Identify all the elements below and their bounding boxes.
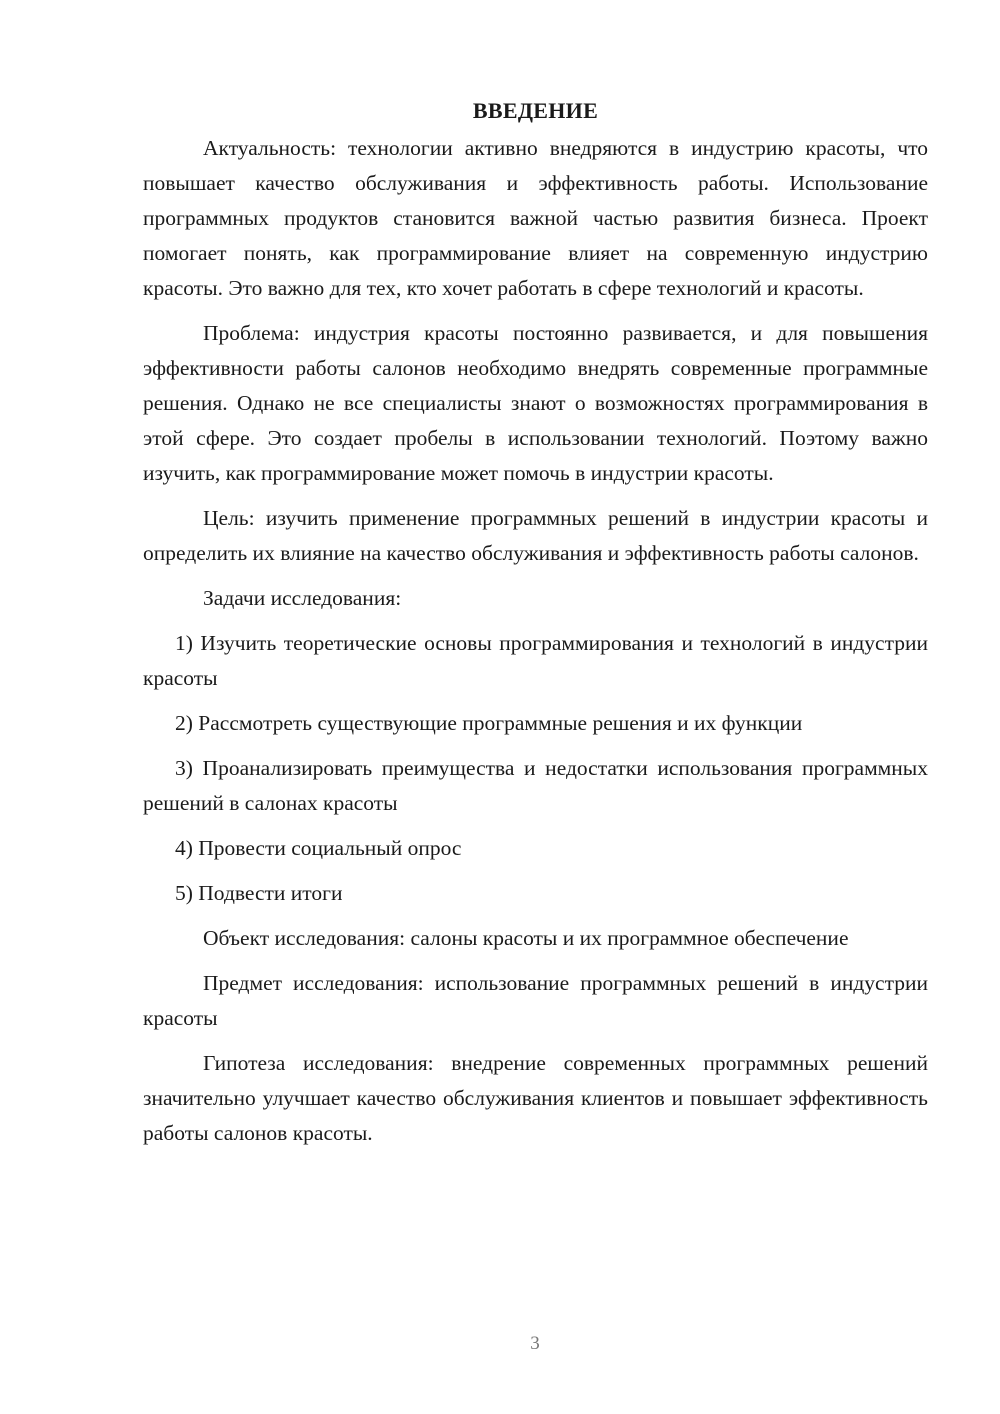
document-page: [143, 96, 928, 1161]
tasks-heading: Задачи исследования:: [203, 586, 402, 610]
problem-paragraph: Проблема: индустрия красоты постоянно развивается, и для повышения эффективности работы салонов необходимо внедрять современные программные решения. Однако не все специалисты знают о возможностях программирования в этой сфере. Это создает пробелы в использовании технологий. Поэтому важно изучить, как программирование может помочь в индустрии красоты.: [143, 321, 928, 485]
subject-paragraph: Предмет исследования: использование программных решений в индустрии красоты: [143, 971, 928, 1030]
page-number: 3: [530, 1333, 540, 1354]
task-item: 2) Рассмотреть существующие программные решения и их функции: [175, 711, 803, 735]
object-paragraph: Объект исследования: салоны красоты и их программное обеспечение: [203, 926, 849, 950]
relevance-paragraph: Актуальность: технологии активно внедряются в индустрию красоты, что повышает качество обслуживания и эффективность работы. Использование программных продуктов становится важной частью развития бизнеса. Проект помогает понять, как программирование влияет на современную индустрию красоты. Это важно для тех, кто хочет работать в сфере технологий и красоты.: [143, 136, 928, 300]
goal-paragraph: Цель: изучить применение программных решений в индустрии красоты и определить их влияние на качество обслуживания и эффективность работы салонов.: [143, 506, 928, 565]
task-item: 1) Изучить теоретические основы программирования и технологий в индустрии красоты: [143, 631, 928, 690]
section-title: ВВЕДЕНИЕ: [472, 98, 599, 123]
task-item: 5) Подвести итоги: [175, 881, 343, 905]
task-item: 3) Проанализировать преимущества и недостатки использования программных решений в салонах красоты: [143, 756, 928, 815]
hypothesis-paragraph: Гипотеза исследования: внедрение современных программных решений значительно улучшает качество обслуживания клиентов и повышает эффективность работы салонов красоты.: [143, 1051, 928, 1145]
task-item: 4) Провести социальный опрос: [175, 836, 462, 860]
